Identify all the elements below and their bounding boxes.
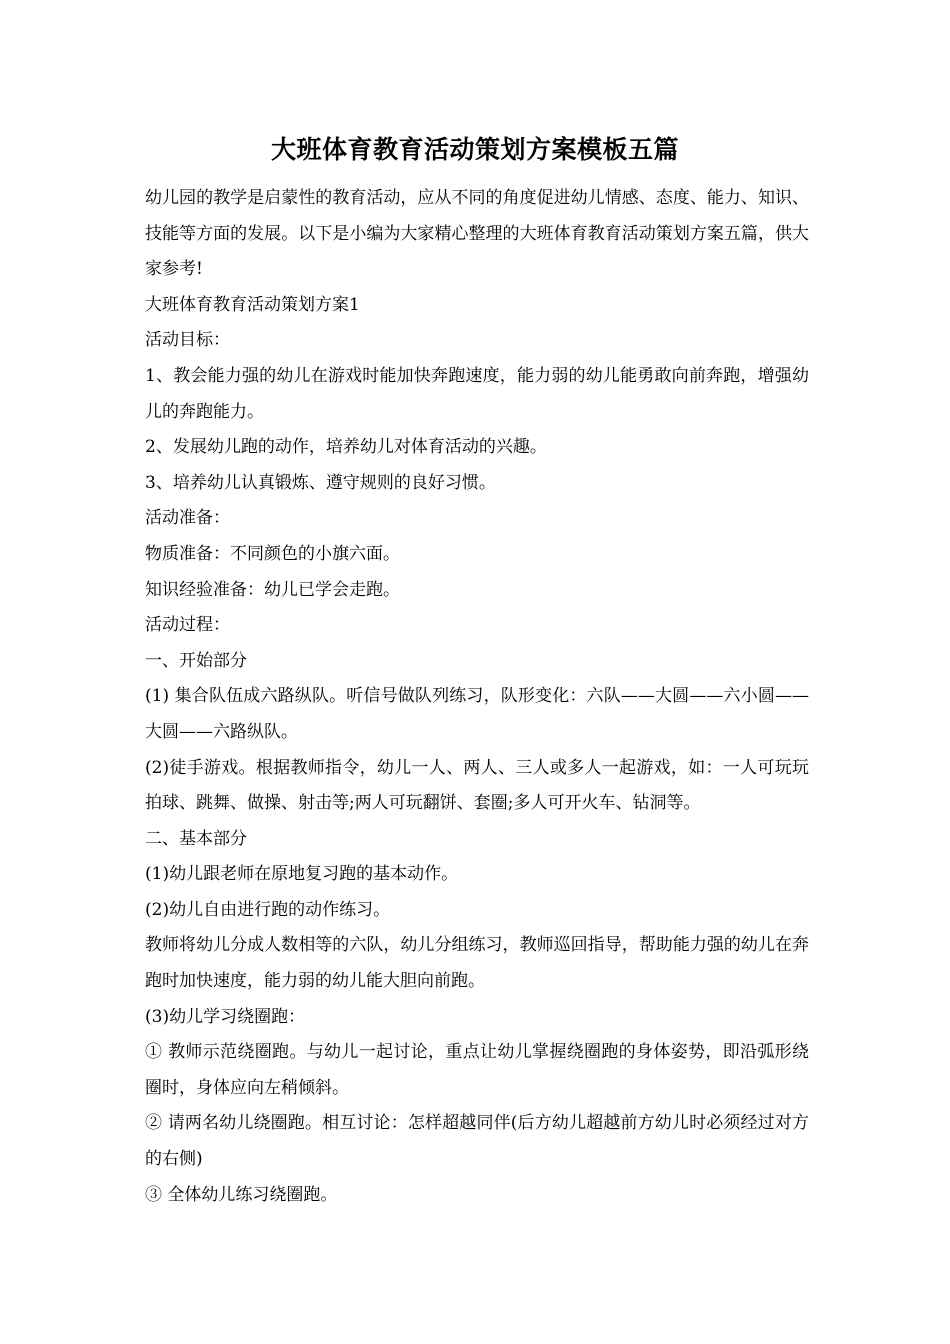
paragraph: 3、培养幼儿认真锻炼、遵守规则的良好习惯。	[145, 472, 496, 493]
paragraph: ② 请两名幼儿绕圈跑。相互讨论：怎样超越同伴(后方幼儿超越前方幼儿时必须经过对方的右侧)	[145, 1113, 809, 1170]
paragraph: 知识经验准备：幼儿已学会走跑。	[145, 579, 400, 600]
paragraph: ① 教师示范绕圈跑。与幼儿一起讨论，重点让幼儿掌握绕圈跑的身体姿势，即沿弧形绕圈时，身体应向左稍倾斜。	[145, 1042, 809, 1098]
subheading: 一、开始部分	[145, 650, 247, 671]
subheading: 活动过程：	[145, 615, 230, 636]
paragraph: (1) 集合队伍成六路纵队。听信号做队列练习，队形变化：六队——大圆——六小圆——大圆——六路纵队。	[145, 686, 809, 742]
paragraph: 教师将幼儿分成人数相等的六队，幼儿分组练习，教师巡回指导，帮助能力强的幼儿在奔跑时加快速度，能力弱的幼儿能大胆向前跑。	[145, 935, 809, 992]
paragraph: (1)幼儿跟老师在原地复习跑的基本动作。	[145, 864, 459, 885]
paragraph: (2)幼儿自由进行跑的动作练习。	[145, 899, 391, 920]
section-heading: 大班体育教育活动策划方案1	[145, 294, 360, 315]
paragraph: (3)幼儿学习绕圈跑：	[145, 1006, 306, 1027]
document-title: 大班体育教育活动策划方案模板五篇	[270, 135, 679, 164]
paragraph: 物质准备：不同颜色的小旗六面。	[145, 543, 400, 564]
subheading: 活动准备：	[145, 508, 230, 529]
intro-paragraph: 幼儿园的教学是启蒙性的教育活动，应从不同的角度促进幼儿情感、态度、能力、知识、技能等方面的发展。以下是小编为大家精心整理的大班体育教育活动策划方案五篇，供大家参考!	[145, 188, 809, 280]
paragraph: 1、教会能力强的幼儿在游戏时能加快奔跑速度，能力弱的幼儿能勇敢向前奔跑，增强幼儿的奔跑能力。	[145, 365, 809, 422]
subheading: 二、基本部分	[145, 828, 247, 849]
paragraph: 2、发展幼儿跑的动作，培养幼儿对体育活动的兴趣。	[145, 437, 547, 458]
paragraph: ③ 全体幼儿练习绕圈跑。	[145, 1184, 338, 1205]
document-body	[145, 181, 809, 1213]
subheading: 活动目标：	[145, 330, 230, 351]
paragraph: (2)徒手游戏。根据教师指令，幼儿一人、两人、三人或多人一起游戏，如：一人可玩玩拍球、跳舞、做操、射击等;两人可玩翻饼、套圈;多人可开火车、钻洞等。	[145, 757, 809, 814]
